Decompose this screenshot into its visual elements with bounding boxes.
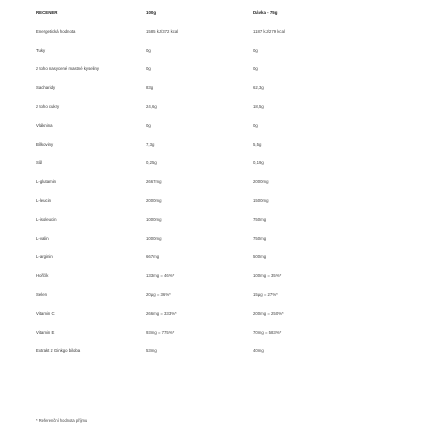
- table-row: [0, 66, 440, 85]
- table-header: [0, 10, 440, 29]
- row-portion: 1187 kJ/279 kcal: [253, 28, 285, 34]
- row-name: Sůl: [36, 160, 43, 166]
- row-portion: 2000mg: [253, 179, 269, 185]
- row-portion: 62,3g: [253, 85, 264, 91]
- table-row: [0, 236, 440, 255]
- table-row: [0, 330, 440, 349]
- table-row: [0, 160, 440, 179]
- row-per100: 24,6g: [146, 103, 157, 109]
- row-per100: 20μg = 36%*: [146, 291, 171, 297]
- row-per100: 53mg: [146, 348, 157, 354]
- row-name: L-valin: [36, 235, 49, 241]
- table-row: [0, 217, 440, 236]
- row-name: L-isoleucin: [36, 216, 57, 222]
- row-name: z toho nasycené mastné kyseliny: [36, 66, 100, 72]
- row-per100: 1585 kJ/372 kcal: [146, 28, 179, 34]
- row-per100: 0g: [146, 66, 151, 72]
- row-portion: 0g: [253, 66, 258, 72]
- row-per100: 2000mg: [146, 197, 162, 203]
- row-per100: 1000mg: [146, 235, 162, 241]
- row-portion: 5,5g: [253, 141, 262, 147]
- header-portion: Dávka - 75g: [253, 10, 278, 15]
- row-name: Bílkoviny: [36, 141, 54, 147]
- row-per100: 2667mg: [146, 179, 162, 185]
- table-row: [0, 311, 440, 330]
- row-name: z toho cukry: [36, 103, 60, 109]
- table-row: [0, 273, 440, 292]
- row-per100: 93mg = 775%*: [146, 329, 175, 335]
- table-row: [0, 123, 440, 142]
- row-portion: 0,19g: [253, 160, 264, 166]
- table-row: [0, 179, 440, 198]
- row-per100: 266mg = 333%*: [146, 310, 177, 316]
- row-name: Sacharidy: [36, 85, 56, 91]
- row-portion: 18,5g: [253, 103, 264, 109]
- row-name: Vláknina: [36, 122, 53, 128]
- row-name: L-glutamin: [36, 179, 57, 185]
- row-name: Tuky: [36, 47, 46, 53]
- row-portion: 100mg = 35%*: [253, 273, 282, 279]
- row-per100: 1000mg: [146, 216, 162, 222]
- table-row: [0, 85, 440, 104]
- table-row: [0, 104, 440, 123]
- row-portion: 15μg = 27%*: [253, 291, 278, 297]
- row-name: Energetická hodnota: [36, 28, 76, 34]
- header-name: RECENER: [36, 10, 58, 15]
- row-portion: 0g: [253, 122, 258, 128]
- table-row: [0, 198, 440, 217]
- footnote: * Referenční hodnota příjmu: [36, 418, 88, 423]
- row-portion: 1500mg: [253, 197, 269, 203]
- nutrition-table: [0, 10, 440, 367]
- header-per100: 100g: [146, 10, 157, 15]
- table-row: [0, 254, 440, 273]
- row-per100: 83g: [146, 85, 154, 91]
- row-per100: 7,3g: [146, 141, 155, 147]
- row-name: L-arginin: [36, 254, 53, 260]
- row-per100: 0,25g: [146, 160, 157, 166]
- row-per100: 133mg = 46%*: [146, 273, 175, 279]
- row-name: Extrakt z Ginkgo biloba: [36, 348, 81, 354]
- table-row: [0, 142, 440, 161]
- row-portion: 500mg: [253, 254, 267, 260]
- row-name: Vitamin C: [36, 310, 55, 316]
- table-row: [0, 348, 440, 367]
- table-row: [0, 29, 440, 48]
- row-per100: 0g: [146, 122, 151, 128]
- row-portion: 750mg: [253, 216, 267, 222]
- row-portion: 40mg: [253, 348, 264, 354]
- row-name: L-leucin: [36, 197, 52, 203]
- row-portion: 750mg: [253, 235, 267, 241]
- row-portion: 200mg = 250%*: [253, 310, 284, 316]
- row-per100: 0g: [146, 47, 151, 53]
- table-row: [0, 48, 440, 67]
- row-per100: 667mg: [146, 254, 160, 260]
- row-name: Hořčík: [36, 273, 49, 279]
- row-portion: 70mg = 583%*: [253, 329, 282, 335]
- row-name: Vitamin E: [36, 329, 55, 335]
- table-row: [0, 292, 440, 311]
- row-name: Selen: [36, 291, 47, 297]
- row-portion: 0g: [253, 47, 258, 53]
